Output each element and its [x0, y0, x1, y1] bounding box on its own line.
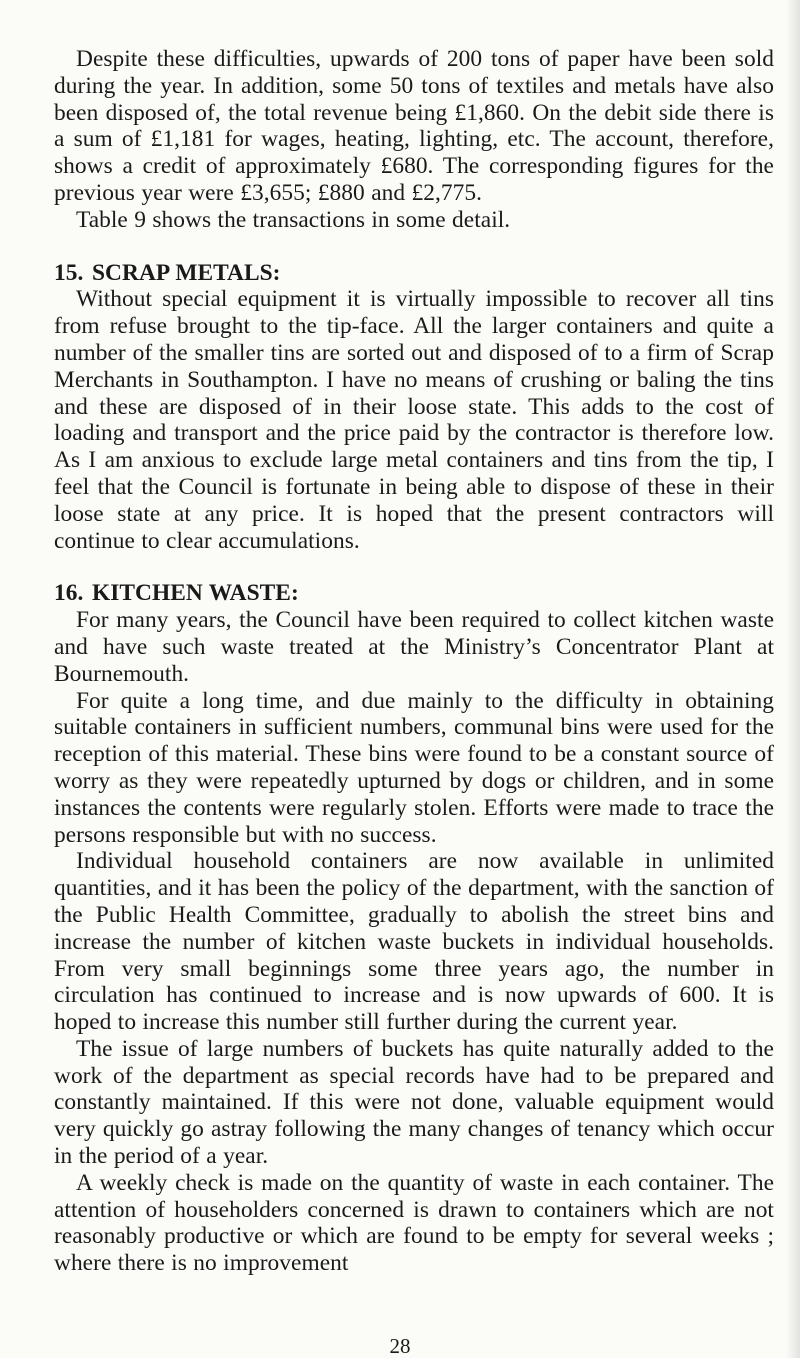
section-16-title: KITCHEN WASTE: — [92, 580, 299, 607]
section-15-title: SCRAP METALS: — [92, 259, 281, 286]
section-15-paragraph: Without special equipment it is virtually impossible to recover all tins from refuse brought to the tip-face. All the larger containers and quite a number of the smaller tins are sorted out and disposed of to a firm of Scrap Merchants in Southampton. I have no means of crushing or baling the tins and these are disposed of in their loose state. This adds to the cost of loading and transport and the price paid by the contractor is therefore low. As I am anxious to exclude large metal containers and tins from the tip, I feel that the Council is fortunate in being able to dispose of these in their loose state at any price. It is hoped that the present contractors will continue to clear accumulations. — [54, 286, 774, 554]
section-16-heading — [54, 580, 774, 607]
section-16-paragraph-3: Individual household containers are now available in unlimited quantities, and it has been the policy of the department, with the sanction of the Public Health Committee, gradually to abolish the street bins and increase the number of kitchen waste buckets in individual households. From very small beginnings some three years ago, the number in circulation has continued to increase and is now upwards of 600. It is hoped to increase this number still further during the current year. — [54, 848, 774, 1036]
spacer — [54, 234, 774, 260]
intro-paragraph-revenue: Despite these difficulties, upwards of 200 tons of paper have been sold during the year. In addition, some 50 tons of textiles and metals have also been disposed of, the total revenue being £1,860. On the debit side there is a sum of £1,181 for wages, heating, lighting, etc. The account, therefore, shows a credit of approximately £680. The corresponding figures for the previous year were £3,655; £880 and £2,775. — [54, 46, 774, 206]
page-number: 28 — [389, 1334, 411, 1358]
spacer — [54, 554, 774, 580]
section-15-heading — [54, 260, 774, 287]
section-16-paragraph-2: For quite a long time, and due mainly to the difficulty in obtaining suitable containers in sufficient numbers, communal bins were used for the reception of this material. These bins were found to be a constant source of worry as they were repeatedly upturned by dogs or children, and in some instances the contents were regularly stolen. Efforts were made to trace the persons responsible but with no success. — [54, 687, 774, 848]
page-edge-shadow — [786, 0, 800, 1358]
intro-paragraph-table-reference: Table 9 shows the transactions in some detail. — [76, 206, 511, 233]
section-16-paragraph-1: For many years, the Council have been required to collect kitchen waste and have such waste treated at the Ministry’s Concentrator Plant at Bournemouth. — [54, 607, 774, 687]
document-page — [54, 46, 774, 1277]
section-16-paragraph-4: The issue of large numbers of buckets has quite naturally added to the work of the department as special records have had to be prepared and constantly maintained. If this were not done, valuable equipment would very quickly go astray following the many changes of tenancy which occur in the period of a year. — [54, 1035, 774, 1170]
section-16-number: 16. — [54, 580, 84, 607]
section-15-number: 15. — [54, 259, 84, 286]
section-16-paragraph-5: A weekly check is made on the quantity of waste in each container. The attention of householders concerned is drawn to containers which are not reasonably productive or which are found to be empty for several weeks ; where there is no improvement — [54, 1169, 774, 1277]
